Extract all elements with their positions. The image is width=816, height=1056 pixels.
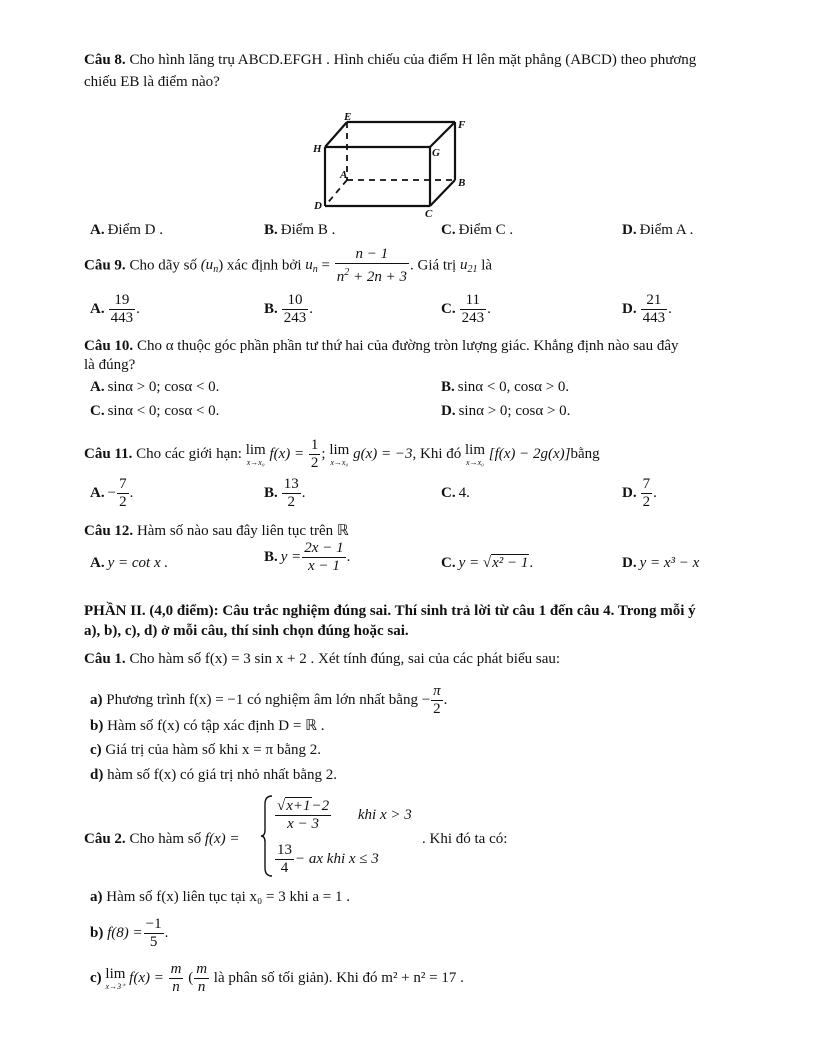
q10-option-b[interactable]: B. sinα < 0, cosα > 0.	[441, 379, 570, 395]
q8-option-a[interactable]: A. Điểm D .	[90, 222, 164, 238]
q8-option-d[interactable]: D. Điểm A .	[622, 222, 694, 238]
vertex-C: C	[425, 208, 433, 220]
q11-lim-2: lim x→x₀	[329, 441, 350, 467]
p2q1-statement-d[interactable]: d) hàm số f(x) có giá trị nhỏ nhất bằng 2.	[90, 767, 338, 783]
p2q2-tail: . Khi đó ta có:	[422, 831, 508, 847]
q10-line1: Câu 10. Cho α thuộc góc phần phần tư thứ hai của đường tròn lượng giác. Khẳng định nào sau đây	[84, 338, 679, 354]
q9-option-c[interactable]: C. $\frac{11}{243}$ .	[441, 292, 491, 326]
q10-option-d[interactable]: D. sinα > 0; cosα > 0.	[441, 403, 571, 419]
p2q1-statement-a[interactable]: a) Phương trình f(x) = −1 có nghiệm âm lớn nhất bằng − $\frac{\pi}{2}$ .	[90, 683, 448, 717]
q10-option-c[interactable]: C. sinα < 0; cosα < 0.	[90, 403, 220, 419]
q12-option-d[interactable]: D. y = x³ − x	[622, 555, 700, 571]
q11-option-a[interactable]: A. − $\frac{7}{2}$ .	[90, 476, 134, 510]
q9-formula-fraction: $\frac{n - 1}{n^2 + 2n + 3}$	[336, 246, 407, 285]
q8-text-line2: chiếu EB là điểm nào?	[84, 74, 220, 90]
q11-option-d[interactable]: D. $\frac{7}{2}$ .	[622, 476, 657, 510]
q11-lim-3: lim x→x₀	[464, 441, 485, 467]
p2q2-statement-c[interactable]: c) lim x→3⁺ f(x) = $\frac{m}{n}$ ( $\frac{m}{n}$ là phân số tối giản). Khi đó m² + n² = 17 .	[90, 961, 464, 995]
q10-option-a[interactable]: A. sinα > 0; cosα < 0.	[90, 379, 220, 395]
q8-option-c[interactable]: C. Điểm C .	[441, 222, 514, 238]
piecewise-brace	[260, 794, 274, 878]
part2-heading-line2: a), b), c), d) ở mỗi câu, thí sinh chọn đúng hoặc sai.	[84, 623, 409, 639]
vertex-D: D	[314, 200, 322, 212]
part2-heading-line1: PHẦN II. (4,0 điểm): Câu trắc nghiệm đúng sai. Thí sinh trả lời từ câu 1 đến câu 4. Trong mỗi ý	[84, 603, 696, 619]
p2q1-statement-b[interactable]: b) Hàm số f(x) có tập xác định D = ℝ .	[90, 718, 325, 734]
q9-option-b[interactable]: B. $\frac{10}{243}$ .	[264, 292, 314, 326]
vertex-G: G	[432, 147, 440, 159]
p2q1-statement-c[interactable]: c) Giá trị của hàm số khi x = π bằng 2.	[90, 742, 321, 758]
q9-option-a[interactable]: A. $\frac{19}{443}$ .	[90, 292, 140, 326]
vertex-F: F	[458, 119, 466, 131]
piecewise-case-1: $\frac{√x+1-2}{x - 3}$ khi x > 3	[277, 798, 412, 832]
q8-option-b[interactable]: B. Điểm B .	[264, 222, 336, 238]
q8-text-line1: Cho hình lăng trụ ABCD.EFGH . Hình chiếu của điểm H lên mặt phẳng (ABCD) theo phương	[129, 52, 697, 68]
piecewise-case-2: $\frac{13}{4}$ − ax khi x ≤ 3	[277, 842, 379, 876]
vertex-H: H	[313, 143, 322, 155]
p2q2-label-line: Câu 2. Cho hàm số f(x) =	[84, 831, 240, 847]
q11-lim-1: lim x→x₀	[245, 441, 266, 467]
prism-figure	[310, 112, 480, 220]
vertex-A: A	[340, 169, 348, 181]
q11-option-b[interactable]: B. $\frac{13}{2}$ .	[264, 476, 306, 510]
q10-text-line2: là đúng?	[84, 357, 136, 373]
q8-label: Câu 8.	[84, 52, 126, 68]
q12-option-c[interactable]: C. y = √x² − 1.	[441, 555, 534, 571]
p2q2-statement-a[interactable]: a) Hàm số f(x) liên tục tại x₀ = 3 khi a = 1 .	[90, 889, 351, 905]
vertex-B: B	[458, 177, 466, 189]
p2q2-statement-b[interactable]: b) f(8) = $\frac{-1}{5}$ .	[90, 916, 169, 950]
q9-stem: Câu 9. Cho dãy số $(u_n)$ xác định bởi $u_n$ = $\frac{n - 1}{n^2 + 2n + 3}$ . Giá trị $u_{21}$ là	[84, 246, 493, 285]
vertex-E: E	[344, 112, 352, 123]
q12-option-a[interactable]: A. y = cot x .	[90, 555, 169, 571]
q12-stem: Câu 12. Hàm số nào sau đây liên tục trên ℝ	[84, 523, 349, 539]
q12-option-b[interactable]: B. y = $\frac{2x - 1}{x - 1}$ .	[264, 540, 351, 574]
q11-stem: Câu 11. Cho các giới hạn: lim x→x₀ f(x) = $\frac{1}{2}$ ; lim x→x₀ g(x) = −3, Khi đó lim x→x₀ [f(x) − 2g(x)]bằng	[84, 437, 600, 471]
q8-line1	[84, 52, 696, 69]
q11-option-c[interactable]: C. 4.	[441, 485, 470, 501]
q9-option-d[interactable]: D. $\frac{21}{443}$ .	[622, 292, 672, 326]
p2q1-stem: Câu 1. Cho hàm số f(x) = 3 sin x + 2 . Xét tính đúng, sai của các phát biểu sau:	[84, 651, 561, 667]
